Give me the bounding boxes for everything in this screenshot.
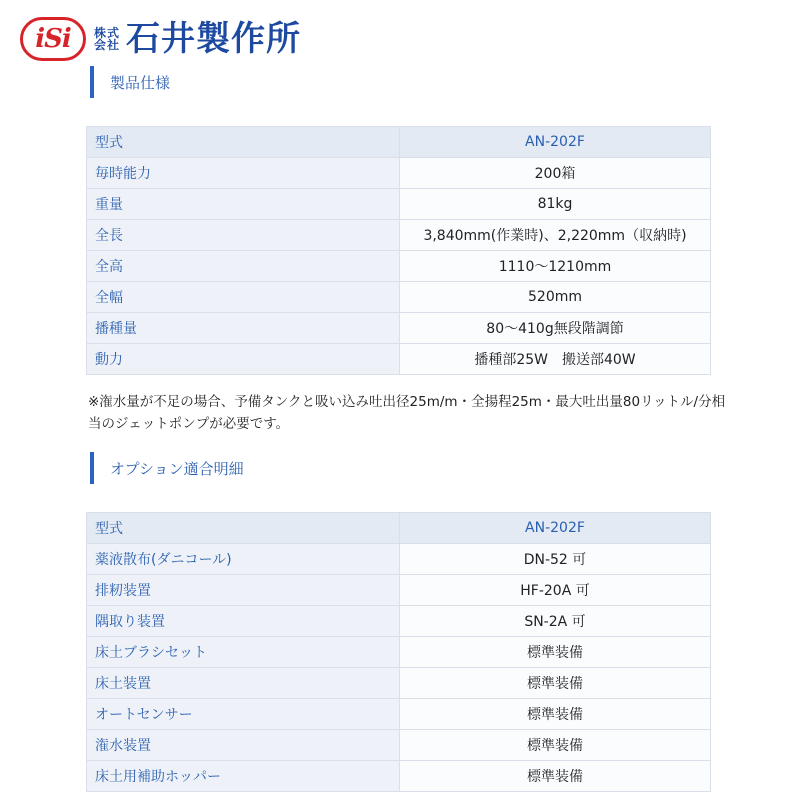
- table-row: [87, 668, 711, 699]
- row-label: 重量: [87, 189, 400, 220]
- table-row: [87, 513, 711, 544]
- row-value: 標準装備: [400, 761, 711, 792]
- spec-note: ※潅水量が不足の場合、予備タンクと吸い込み吐出径25m/m・全揚程25m・最大吐出量80リットル/分相当のジェットポンプが必要です。: [88, 394, 726, 432]
- row-value: AN-202F: [400, 127, 711, 158]
- row-value: 1110〜1210mm: [400, 251, 711, 282]
- company-logo: [20, 17, 86, 61]
- table-row: [87, 344, 711, 375]
- row-label: 薬液散布(ダニコール): [87, 544, 400, 575]
- table-row: [87, 251, 711, 282]
- table-row: [87, 313, 711, 344]
- logo-mark: iSi: [35, 24, 71, 54]
- company-name: 石井製作所: [126, 19, 302, 59]
- table-row: [87, 637, 711, 668]
- table-row: [87, 282, 711, 313]
- row-value: 3,840mm(作業時)、2,220mm（収納時): [400, 220, 711, 251]
- header: [20, 16, 301, 62]
- table-row: [87, 127, 711, 158]
- row-value: 標準装備: [400, 637, 711, 668]
- option-table: [86, 512, 711, 792]
- row-value: 標準装備: [400, 730, 711, 761]
- row-label: 潅水装置: [87, 730, 400, 761]
- row-label: 床土用補助ホッパー: [87, 761, 400, 792]
- kaisha-label: 会社: [94, 38, 121, 52]
- row-value: 播種部25W 搬送部40W: [400, 344, 711, 375]
- table-row: [87, 189, 711, 220]
- row-label: 床土ブラシセット: [87, 637, 400, 668]
- table-row: [87, 544, 711, 575]
- option-section-title: [90, 452, 244, 484]
- row-label: 全長: [87, 220, 400, 251]
- row-value: 81kg: [400, 189, 711, 220]
- row-label: 隅取り装置: [87, 606, 400, 637]
- row-label: 播種量: [87, 313, 400, 344]
- spec-section-title: [90, 66, 170, 98]
- row-label: 全幅: [87, 282, 400, 313]
- table-row: [87, 606, 711, 637]
- row-value: HF-20A 可: [400, 575, 711, 606]
- row-value: 520mm: [400, 282, 711, 313]
- row-value: 標準装備: [400, 699, 711, 730]
- row-value: 200箱: [400, 158, 711, 189]
- table-row: [87, 220, 711, 251]
- table-row: [87, 761, 711, 792]
- kabushiki-label: 株式: [94, 26, 121, 40]
- row-label: 動力: [87, 344, 400, 375]
- table-row: [87, 575, 711, 606]
- row-label: 床土装置: [87, 668, 400, 699]
- table-row: [87, 699, 711, 730]
- kabushiki-kaisha: [94, 27, 120, 51]
- option-section-title-text: オプション適合明細: [110, 459, 244, 478]
- row-value: 80〜410g無段階調節: [400, 313, 711, 344]
- row-value: SN-2A 可: [400, 606, 711, 637]
- spec-section-title-text: 製品仕様: [110, 73, 171, 92]
- row-value: AN-202F: [400, 513, 711, 544]
- row-label: 毎時能力: [87, 158, 400, 189]
- spec-table: [86, 126, 711, 375]
- row-label: 型式: [87, 513, 400, 544]
- row-label: オートセンサー: [87, 699, 400, 730]
- row-value: 標準装備: [400, 668, 711, 699]
- row-value: DN-52 可: [400, 544, 711, 575]
- table-row: [87, 730, 711, 761]
- table-row: [87, 158, 711, 189]
- row-label: 全高: [87, 251, 400, 282]
- row-label: 排籾装置: [87, 575, 400, 606]
- row-label: 型式: [87, 127, 400, 158]
